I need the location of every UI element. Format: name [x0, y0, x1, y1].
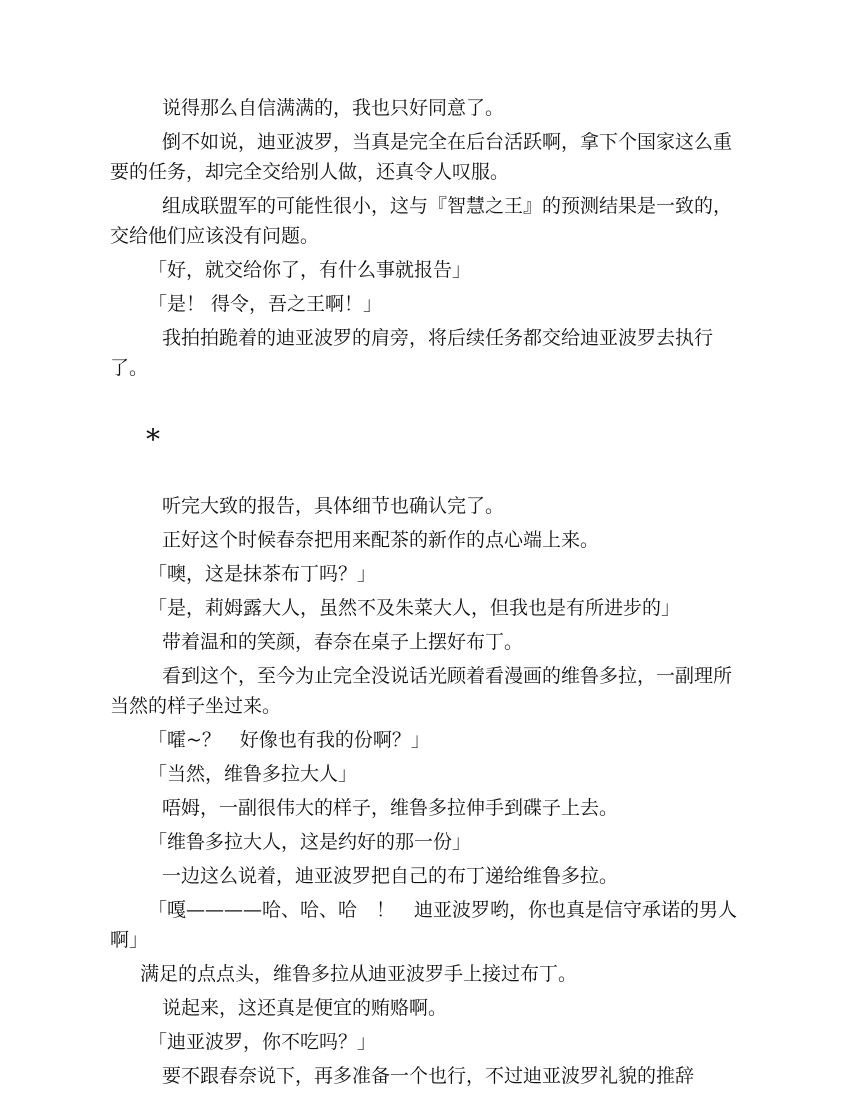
paragraph: 满足的点点头，维鲁多拉从迪亚波罗手上接过布丁。	[140, 963, 578, 985]
paragraph: 唔姆，一副很伟大的样子，维鲁多拉伸手到碟子上去。	[162, 797, 619, 819]
dialogue-line: 「好，就交给你了，有什么事就报告」	[148, 259, 472, 281]
dialogue-line: 「嘎————哈、哈、哈 ！ 迪亚波罗哟，你也真是信守承诺的男人啊」	[110, 899, 738, 951]
dialogue-line: 「当然，维鲁多拉大人」	[148, 763, 358, 785]
paragraph: 说起来，这还真是便宜的贿赂啊。	[162, 997, 448, 1019]
paragraph: 带着温和的笑颜，春奈在桌子上摆好布丁。	[162, 631, 524, 653]
dialogue-line: 「是，莉姆露大人，虽然不及朱菜大人，但我也是有所进步的」	[148, 597, 681, 619]
paragraph: 组成联盟军的可能性很小，这与『智慧之王』的预测结果是一致的，交给他们应该没有问题。	[110, 195, 733, 247]
dialogue-line: 「嚯~？ 好像也有我的份啊？」	[148, 729, 430, 751]
paragraph: 正好这个时候春奈把用来配茶的新作的点心端上来。	[162, 529, 600, 551]
paragraph: 我拍拍跪着的迪亚波罗的肩旁，将后续任务都交给迪亚波罗去执行了。	[110, 327, 714, 379]
dialogue-line: 「噢，这是抹茶布丁吗？」	[148, 563, 377, 585]
paragraph: 一边这么说着，迪亚波罗把自己的布丁递给维鲁多拉。	[162, 865, 619, 887]
paragraph: 说得那么自信满满的，我也只好同意了。	[162, 97, 505, 119]
paragraph: 要不跟春奈说下，再多准备一个也行，不过迪亚波罗礼貌的推辞	[162, 1065, 695, 1087]
paragraph: 倒不如说，迪亚波罗，当真是完全在后台活跃啊，拿下个国家这么重要的任务，却完全交给别人做，还真令人叹服。	[110, 131, 733, 183]
dialogue-line: 「是！ 得令，吾之王啊！」	[148, 293, 383, 315]
dialogue-line: 「迪亚波罗，你不吃吗？」	[148, 1031, 377, 1053]
paragraph: 看到这个，至今为止完全没说话光顾着看漫画的维鲁多拉，一副理所当然的样子坐过来。	[110, 665, 733, 717]
body-text	[110, 93, 750, 1095]
section-separator: *	[146, 423, 160, 456]
paragraph: 听完大致的报告，具体细节也确认完了。	[162, 495, 505, 517]
dialogue-line: 「维鲁多拉大人，这是约好的那一份」	[148, 831, 472, 853]
